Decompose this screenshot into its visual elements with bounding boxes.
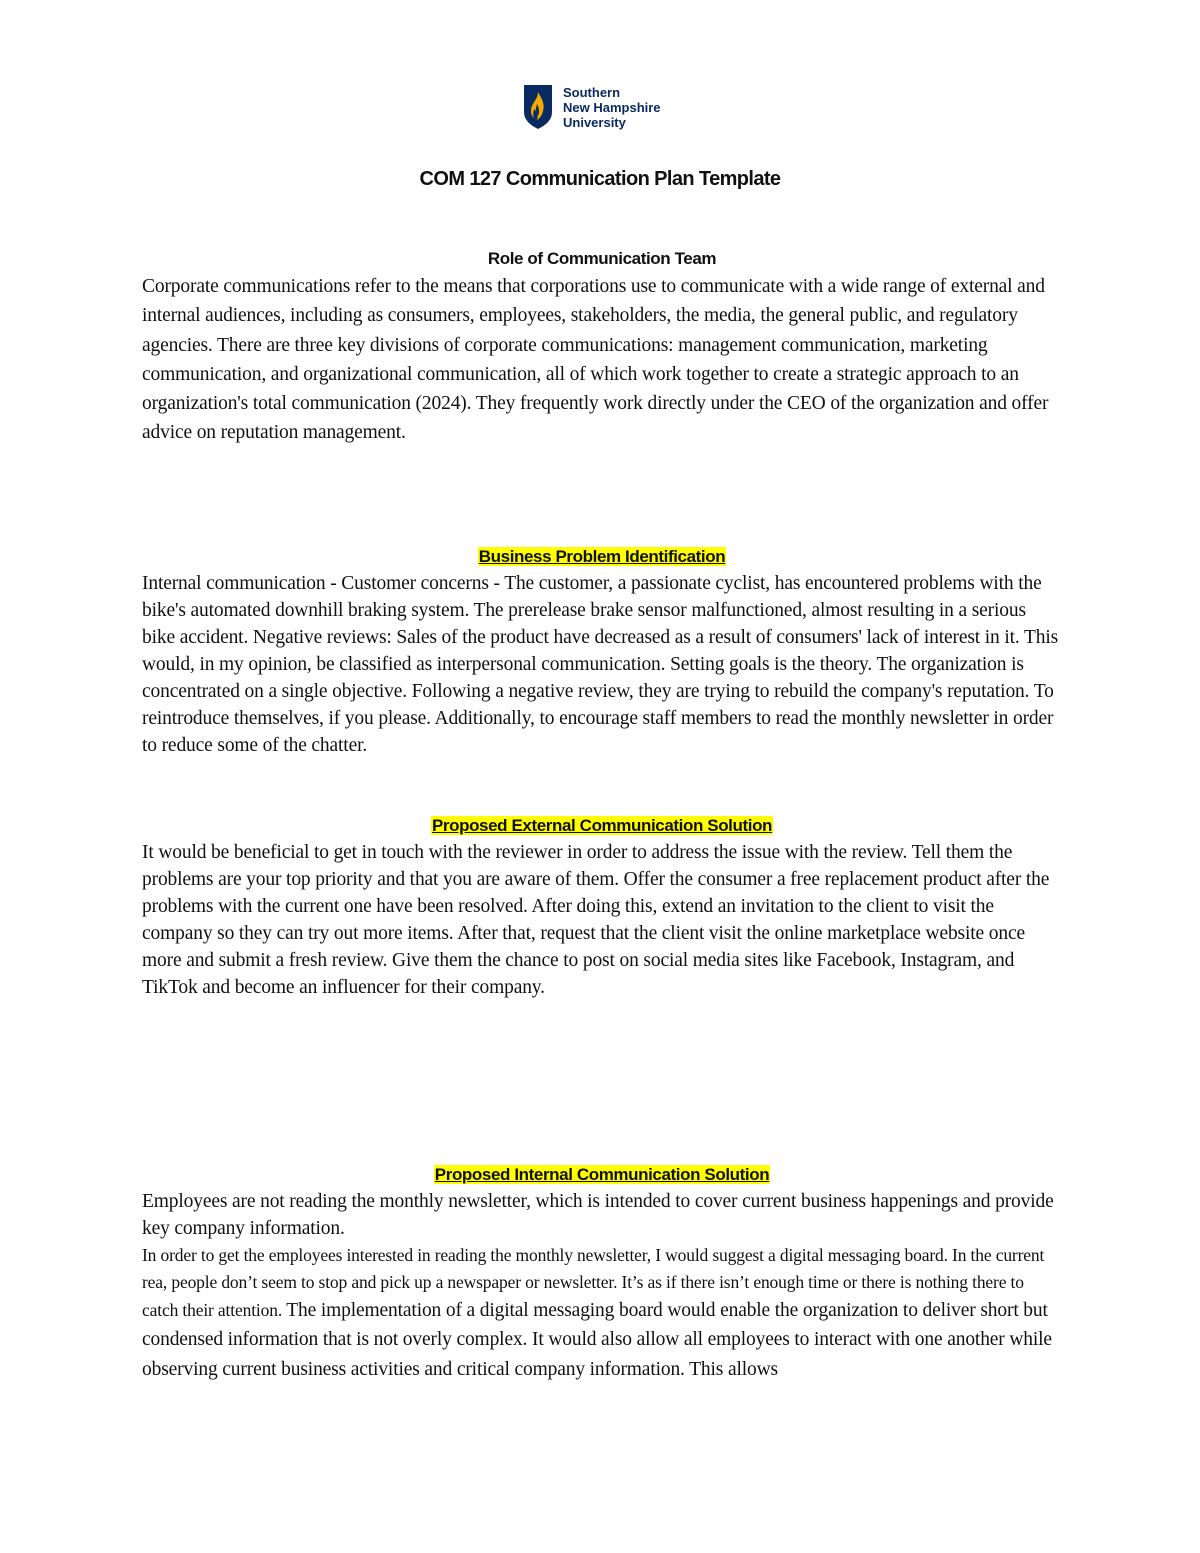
- section-body-external: It would be beneficial to get in touch with the reviewer in order to address the issue with the review. Tell them the problems are your top priority and that you are aware of them. Offer the consumer a free replacement product after the problems with the current one have been resolved. After doing this, extend an invitation to the client to visit the company so they can try out more items. After that, request that the client visit the online marketplace website once more and submit a fresh review. Give them the chance to post on social media sites like Facebook, Instagram, and TikTok and become an influencer for their company.: [142, 842, 1050, 998]
- highlighted-heading-external: Proposed External Communication Solution: [431, 816, 773, 835]
- logo-line-1: Southern: [563, 84, 621, 100]
- section-heading-role: Role of Communication Team: [487, 249, 717, 268]
- section-role: [142, 246, 1062, 448]
- section-heading-internal: [142, 1162, 1062, 1188]
- section-external: [142, 813, 1062, 1001]
- section-problem: [142, 544, 1062, 759]
- highlighted-heading-problem: Business Problem Identification: [478, 547, 726, 566]
- section-heading-problem: [142, 544, 1062, 570]
- internal-detail-rest: The implementation of a digital messaging board would enable the organization to deliver short but condensed information that is not overly complex. It would also allow all employees to interact with one another while observing current business activities and critical company information. This allows: [142, 1300, 1052, 1380]
- document-title: COM 127 Communication Plan Template: [419, 168, 781, 190]
- logo-line-2: New Hampshire: [563, 99, 661, 115]
- section-body-internal-detail: [142, 1242, 1062, 1384]
- section-body-role: Corporate communications refer to the means that corporations use to communicate with a wide range of external and internal audiences, including as consumers, employees, stakeholders, the media, the general public, and regulatory agencies. There are three key divisions of corporate communications: management communication, marketing communication, and organizational communication, all of which work together to create a strategic approach to an organization's total communication (2024). They frequently work directly under the CEO of the organization and offer advice on reputation management.: [142, 276, 1049, 444]
- section-heading-external: [142, 813, 1062, 839]
- highlighted-heading-internal: Proposed Internal Communication Solution: [434, 1165, 770, 1184]
- shield-flame-icon: [523, 84, 553, 130]
- logo-wordmark: [563, 85, 661, 130]
- internal-detail-small: In order to get the employees interested in reading the monthly newsletter, I would suggest a digital messaging board. In the current rea, people don’t seem to stop and pick up a newspaper or newsletter. It’s as if there isn’t enough time or there is nothing there to catch their attention.: [142, 1245, 1045, 1320]
- section-body-problem: Internal communication - Customer concerns - The customer, a passionate cyclist, has encountered problems with the bike's automated downhill braking system. The prerelease brake sensor malfunctioned, almost resulting in a serious bike accident. Negative reviews: Sales of the product have decreased as a result of consumers' lack of interest in it. This would, in my opinion, be classified as interpersonal communication. Setting goals is the theory. The organization is concentrated on a single objective. Following a negative review, they are trying to rebuild the company's reputation. To reintroduce themselves, if you please. Additionally, to encourage staff members to read the monthly newsletter in order to reduce some of the chatter.: [142, 573, 1059, 756]
- university-logo: [523, 84, 661, 130]
- logo-line-3: University: [563, 114, 626, 130]
- section-body-internal-intro: Employees are not reading the monthly newsletter, which is intended to cover current business happenings and provide key company information.: [142, 1191, 1054, 1239]
- section-internal: [142, 1162, 1062, 1384]
